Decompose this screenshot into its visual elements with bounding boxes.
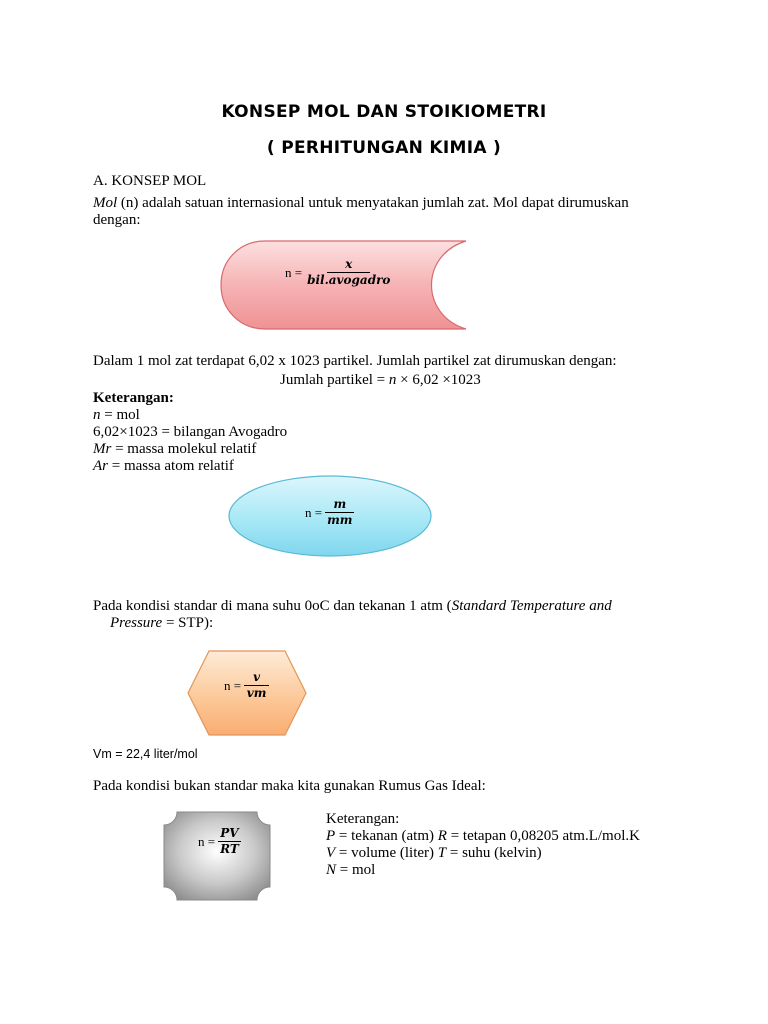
formula2-denominator: mm xyxy=(327,513,353,527)
intro-text: (n) adalah satuan internasional untuk menyatakan jumlah zat. Mol dapat dirumuskan xyxy=(120,195,629,211)
keterangan-item xyxy=(93,407,140,424)
page-subtitle: ( PERHITUNGAN KIMIA ) xyxy=(266,138,502,158)
formula4-fraction xyxy=(218,826,241,857)
keterangan-item xyxy=(93,424,287,441)
keterangan2-text: = tekanan (atm) xyxy=(338,828,435,844)
formula1-lhs: n = xyxy=(285,265,303,280)
keterangan2-line xyxy=(326,845,542,862)
formula3-denominator: vm xyxy=(246,686,267,700)
vm-note: Vm = 22,4 liter/mol xyxy=(93,747,198,761)
keterangan-heading: Keterangan: xyxy=(93,390,174,406)
formula2-lhs: n = xyxy=(305,505,323,520)
keterangan-text: = mol xyxy=(104,407,140,423)
keterangan2-text: = tetapan 0,08205 atm.L/mol.K xyxy=(450,828,640,844)
keterangan2-symbol: P xyxy=(326,828,336,844)
formula1-fraction xyxy=(305,257,392,288)
intro-paragraph xyxy=(93,195,675,212)
formula4 xyxy=(198,826,241,857)
keterangan2-text: = suhu (kelvin) xyxy=(449,845,542,861)
formula3-lhs: n = xyxy=(224,678,242,693)
keterangan-text: = massa atom relatif xyxy=(111,458,234,474)
formula4-lhs: n = xyxy=(198,834,216,849)
keterangan-text: 6,02×1023 = bilangan Avogadro xyxy=(93,424,288,440)
formula3-numerator: v xyxy=(244,670,269,686)
intro-text-cont: dengan: xyxy=(93,212,141,228)
keterangan2-symbol: V xyxy=(326,845,336,861)
keterangan-symbol: Mr xyxy=(93,441,112,457)
stp-text-cont: = STP): xyxy=(165,615,214,631)
stp-text: Pada kondisi standar di mana suhu 0oC dan tekanan 1 atm ( xyxy=(93,598,452,614)
ideal-gas-paragraph xyxy=(93,778,486,795)
ideal-gas-text: Pada kondisi bukan standar maka kita gunakan Rumus Gas Ideal: xyxy=(93,778,486,794)
formula2-fraction xyxy=(325,497,354,528)
formula3 xyxy=(224,670,269,701)
formula1-denominator: bil.avogadro xyxy=(307,273,391,287)
section-heading: A. KONSEP MOL xyxy=(93,173,207,189)
stp-italic: Standard Temperature and xyxy=(451,598,612,614)
particles-formula-var: n xyxy=(388,372,397,388)
page-title: KONSEP MOL DAN STOIKIOMETRI xyxy=(221,102,547,122)
keterangan-item xyxy=(93,441,256,458)
formula4-numerator: PV xyxy=(220,826,239,840)
keterangan2-text: = mol xyxy=(339,862,376,878)
keterangan-text: = massa molekul relatif xyxy=(115,441,257,457)
particles-formula xyxy=(280,372,481,389)
keterangan2-heading: Keterangan: xyxy=(326,811,400,827)
keterangan-item xyxy=(93,458,234,475)
keterangan2-symbol: T xyxy=(437,845,447,861)
stp-italic-cont: Pressure xyxy=(110,615,163,631)
keterangan2-text: = volume (liter) xyxy=(338,845,435,861)
keterangan-symbol: Ar xyxy=(93,458,108,474)
keterangan2-line xyxy=(326,862,375,879)
formula2 xyxy=(305,497,355,528)
formula1-numerator: x xyxy=(327,257,370,273)
particles-sentence: Dalam 1 mol zat terdapat 6,02 x 1023 partikel. Jumlah partikel zat dirumuskan dengan: xyxy=(93,353,617,369)
formula3-fraction xyxy=(244,670,269,701)
keterangan2-line xyxy=(326,828,640,845)
stp-paragraph xyxy=(93,598,675,615)
intro-term: Mol xyxy=(93,195,118,211)
particles-formula-suffix: × 6,02 ×1023 xyxy=(400,372,481,388)
keterangan2-symbol: R xyxy=(437,828,447,844)
stp-paragraph-cont xyxy=(110,615,213,632)
keterangan-symbol: n xyxy=(93,407,101,423)
particles-formula-prefix: Jumlah partikel = xyxy=(280,372,386,388)
formula2-numerator: m xyxy=(325,497,354,513)
formula1 xyxy=(285,257,392,288)
formula4-denominator: RT xyxy=(220,842,239,856)
keterangan2-symbol: N xyxy=(326,862,337,878)
